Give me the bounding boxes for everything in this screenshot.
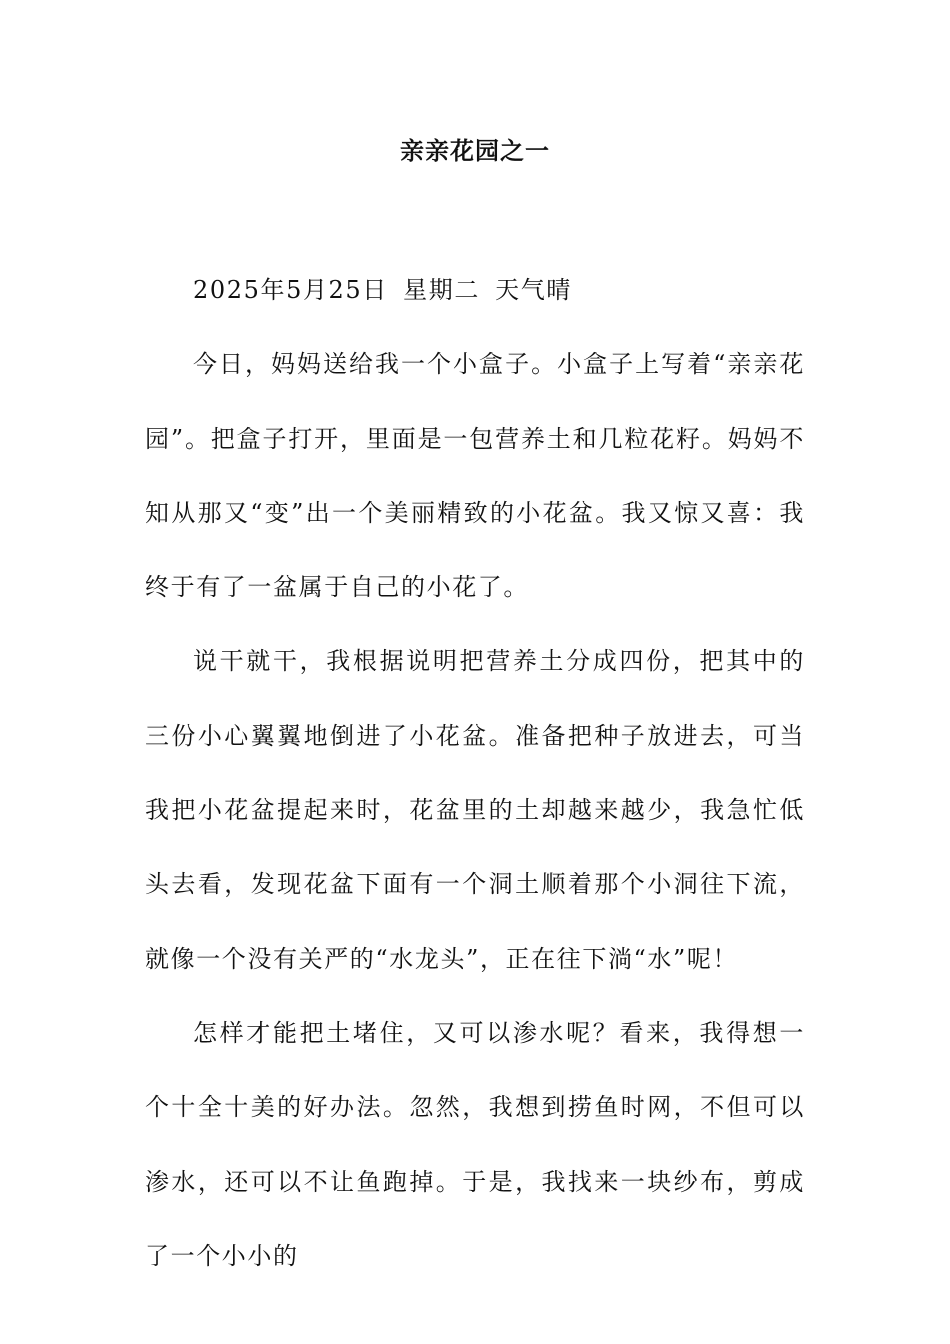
date-line: 2025年5月25日 星期二 天气晴 xyxy=(193,276,572,304)
document-body xyxy=(145,253,805,1293)
document-title: 亲亲花园之一 xyxy=(400,137,550,165)
paragraph-3: 怎样才能把土堵住，又可以渗水呢？看来，我得想一个十全十美的好办法。忽然，我想到捞鱼时网，不但可以渗水，还可以不让鱼跑掉。于是，我找来一块纱布，剪成了一个小小的 xyxy=(145,1018,805,1270)
paragraph-1: 今日，妈妈送给我一个小盒子。小盒子上写着“亲亲花园”。把盒子打开，里面是一包营养土和几粒花籽。妈妈不知从那又“变”出一个美丽精致的小花盆。我又惊又喜：我终于有了一盆属于自己的小花了。 xyxy=(145,350,805,602)
paragraph-2: 说干就干，我根据说明把营养土分成四份，把其中的三份小心翼翼地倒进了小花盆。准备把种子放进去，可当我把小花盆提起来时，花盆里的土却越来越少，我急忙低头去看，发现花盆下面有一个洞土顺着那个小洞往下流，就像一个没有关严的“水龙头”，正在往下淌“水”呢！ xyxy=(145,647,805,973)
